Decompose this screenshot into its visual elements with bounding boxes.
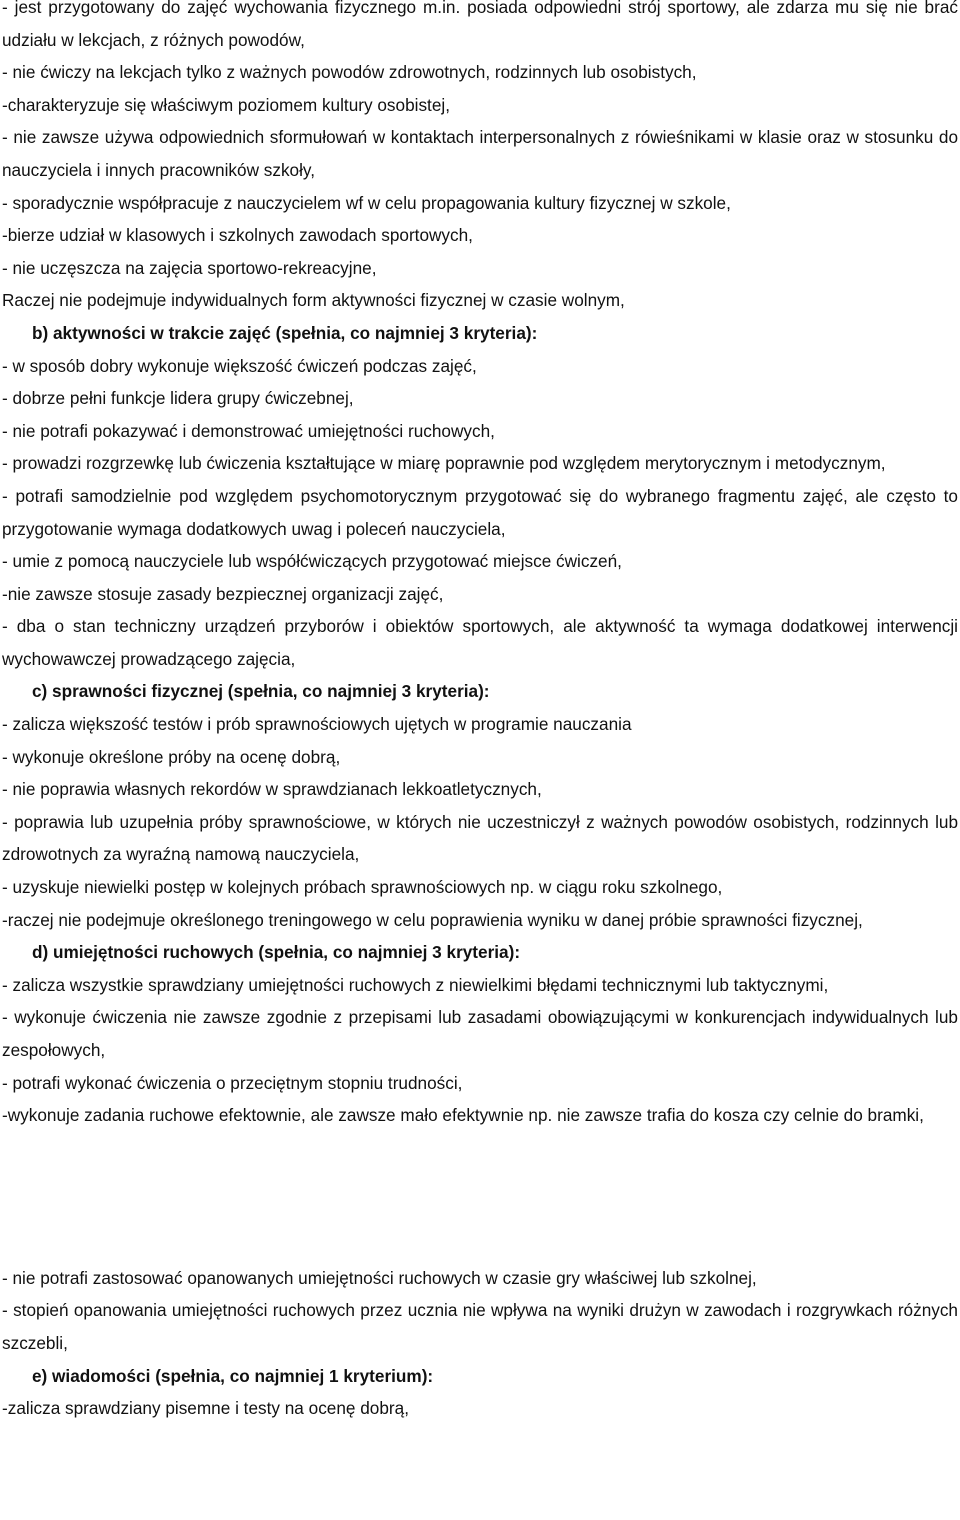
- criterion-line: - umie z pomocą nauczyciele lub współćwiczących przygotować miejsce ćwiczeń,: [2, 551, 622, 572]
- criterion-line: - wykonuje ćwiczenia nie zawsze zgodnie z przepisami lub zasadami obowiązującymi w konkurencjach indywidualnych lub zespołowych,: [2, 1007, 958, 1060]
- criterion-line: -wykonuje zadania ruchowe efektownie, ale zawsze mało efektywnie np. nie zawsze trafia do kosza czy celnie do bramki,: [2, 1105, 924, 1126]
- criterion-line: - dba o stan techniczny urządzeń przyborów i obiektów sportowych, ale aktywność ta wymaga dodatkowej interwencji wychowawczej prowadzącego zajęcia,: [2, 616, 958, 669]
- criterion-line: - stopień opanowania umiejętności ruchowych przez ucznia nie wpływa na wyniki drużyn w zawodach i rozgrywkach różnych szczebli,: [2, 1300, 958, 1353]
- criterion-line: -charakteryzuje się właściwym poziomem kultury osobistej,: [2, 94, 450, 115]
- page-break-gap: [2, 1132, 958, 1262]
- criterion-line: -nie zawsze stosuje zasady bezpiecznej organizacji zajęć,: [2, 583, 444, 604]
- criterion-line: - nie zawsze używa odpowiednich sformułowań w kontaktach interpersonalnych z rówieśnikami w klasie oraz w stosunku do nauczyciela i innych pracowników szkoły,: [2, 127, 958, 180]
- criterion-line: - zalicza większość testów i prób sprawnościowych ujętych w programie nauczania: [2, 714, 632, 735]
- criterion-line: - w sposób dobry wykonuje większość ćwiczeń podczas zajęć,: [2, 355, 477, 376]
- criterion-line: - nie potrafi pokazywać i demonstrować umiejętności ruchowych,: [2, 420, 495, 441]
- criterion-line: - nie poprawia własnych rekordów w sprawdzianach lekkoatletycznych,: [2, 779, 542, 800]
- criterion-line: - poprawia lub uzupełnia próby sprawnościowe, w których nie uczestniczył z ważnych powodów osobistych, rodzinnych lub zdrowotnych za wyraźną namową nauczyciela,: [2, 811, 958, 865]
- criterion-line: - zalicza wszystkie sprawdziany umiejętności ruchowych z niewielkimi błędami technicznymi lub taktycznymi,: [2, 974, 829, 995]
- criterion-line: - jest przygotowany do zajęć wychowania fizycznego m.in. posiada odpowiedni strój sportowy, ale zdarza mu się nie brać udziału w lekcjach, z różnych powodów,: [2, 0, 958, 50]
- criterion-line: - nie potrafi zastosować opanowanych umiejętności ruchowych w czasie gry właściwej lub szkolnej,: [2, 1267, 757, 1288]
- section-heading-e: e) wiadomości (spełnia, co najmniej 1 kryterium):: [32, 1365, 434, 1386]
- criterion-line: -zalicza sprawdziany pisemne i testy na ocenę dobrą,: [2, 1398, 409, 1419]
- criterion-line: - nie ćwiczy na lekcjach tylko z ważnych powodów zdrowotnych, rodzinnych lub osobistych,: [2, 62, 697, 83]
- criterion-line: -raczej nie podejmuje określonego treningowego w celu poprawienia wyniku w danej próbie sprawności fizycznej,: [2, 909, 863, 930]
- criterion-line: - dobrze pełni funkcje lidera grupy ćwiczebnej,: [2, 388, 354, 409]
- criterion-line: - sporadycznie współpracuje z nauczycielem wf w celu propagowania kultury fizycznej w szkole,: [2, 192, 731, 213]
- section-heading-d: d) umiejętności ruchowych (spełnia, co najmniej 3 kryteria):: [32, 942, 521, 963]
- criterion-line: - nie uczęszcza na zajęcia sportowo-rekreacyjne,: [2, 257, 377, 278]
- criterion-line: - potrafi wykonać ćwiczenia o przeciętnym stopniu trudności,: [2, 1072, 463, 1093]
- section-heading-b: b) aktywności w trakcie zajęć (spełnia, co najmniej 3 kryteria):: [32, 322, 538, 343]
- criterion-line: Raczej nie podejmuje indywidualnych form aktywności fizycznej w czasie wolnym,: [2, 290, 625, 311]
- criterion-line: - prowadzi rozgrzewkę lub ćwiczenia kształtujące w miarę poprawnie pod względem merytorycznym i metodycznym,: [2, 453, 886, 474]
- criterion-line: -bierze udział w klasowych i szkolnych zawodach sportowych,: [2, 225, 473, 246]
- section-heading-c: c) sprawności fizycznej (spełnia, co najmniej 3 kryteria):: [32, 681, 490, 702]
- criterion-line: - uzyskuje niewielki postęp w kolejnych próbach sprawnościowych np. w ciągu roku szkolnego,: [2, 877, 723, 898]
- criterion-line: - wykonuje określone próby na ocenę dobrą,: [2, 746, 341, 767]
- criterion-line: - potrafi samodzielnie pod względem psychomotorycznym przygotować się do wybranego fragmentu zajęć, ale często to przygotowanie wymaga dodatkowych uwag i poleceń nauczyciela,: [2, 485, 958, 539]
